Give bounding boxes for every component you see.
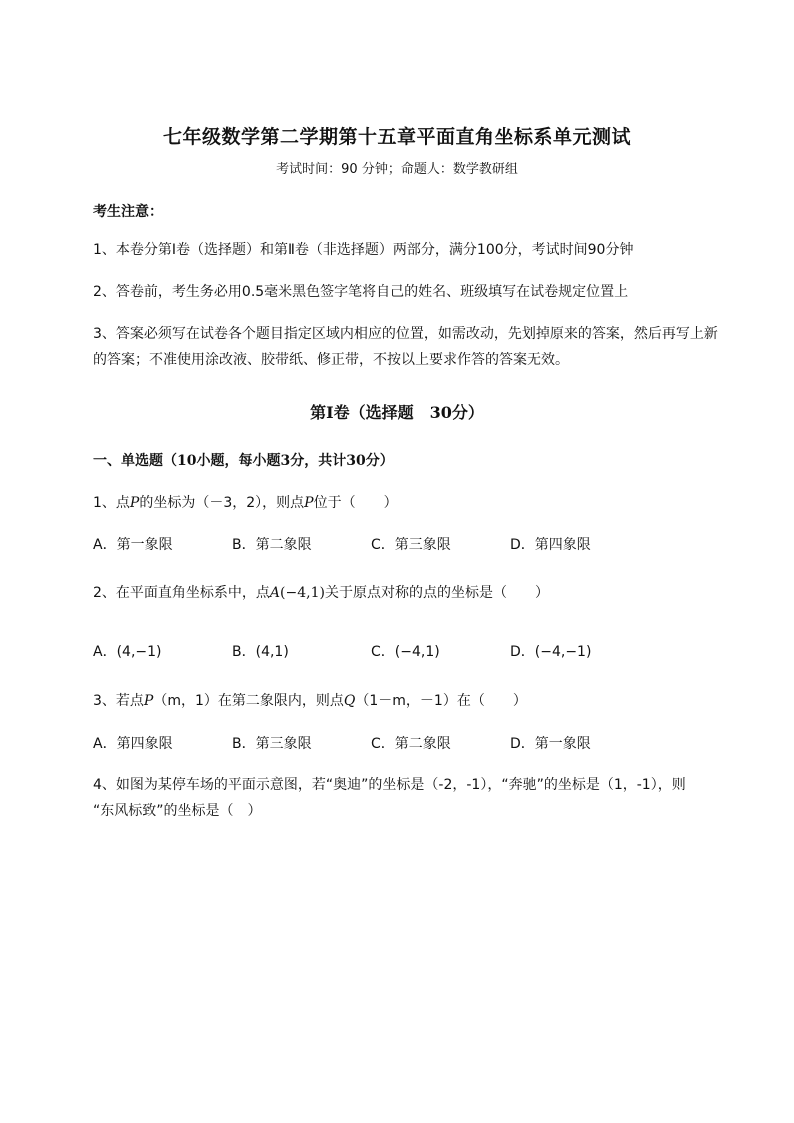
question-2-point: (−4,1): [280, 585, 325, 601]
question-4-line-1: 4、如图为某停车场的平面示意图，若“奥迪”的坐标是（-2，-1），“奔驰”的坐标是（1，-1），则: [93, 777, 686, 793]
question-2-option-d[interactable]: D．(−4,−1): [510, 644, 592, 660]
part-heading: 一、单选题（10小题，每小题3分，共计30分）: [93, 453, 394, 469]
question-1-option-b[interactable]: B．第二象限: [232, 537, 312, 553]
exam-subtitle: 考试时间：90 分钟；命题人：数学教研组: [276, 162, 518, 177]
question-1-options: [93, 534, 713, 558]
question-3-option-d[interactable]: D．第一象限: [510, 736, 591, 752]
question-3: [93, 690, 527, 710]
question-4-line-2: “东风标致”的坐标是（ ）: [93, 803, 262, 819]
question-2: [93, 582, 549, 602]
question-3-mid: （m，1）在第二象限内，则点: [153, 693, 344, 709]
question-3-options: [93, 733, 713, 757]
question-3-suffix: （1－m，－1）在（ ）: [355, 693, 527, 709]
question-1-prefix: 1、点: [93, 495, 130, 511]
question-2-options: [93, 641, 713, 665]
question-3-var-q: Q: [343, 693, 356, 709]
question-1-var-p-2: P: [304, 495, 314, 511]
exam-title: 七年级数学第二学期第十五章平面直角坐标系单元测试: [162, 126, 631, 148]
note-2: 2、答卷前，考生务必用0.5毫米黑色签字笔将自己的姓名、班级填写在试卷规定位置上: [93, 284, 629, 300]
question-3-var-p: P: [143, 693, 154, 709]
question-3-option-a[interactable]: A．第四象限: [93, 736, 173, 752]
question-1-option-a[interactable]: A．第一象限: [93, 537, 173, 553]
question-1-option-c[interactable]: C．第三象限: [371, 537, 451, 553]
note-3-line-2: 的答案；不准使用涂改液、胶带纸、修正带，不按以上要求作答的答案无效。: [93, 352, 569, 368]
question-1-option-d[interactable]: D．第四象限: [510, 537, 591, 553]
question-1-suffix: 位于（ ）: [313, 495, 398, 511]
section-title: 第Ⅰ卷（选择题 30分）: [310, 403, 484, 422]
question-1: [93, 492, 398, 512]
question-1-mid: 的坐标为（－3，2），则点: [139, 495, 305, 511]
question-3-option-b[interactable]: B．第三象限: [232, 736, 312, 752]
question-2-option-a[interactable]: A．(4,−1): [93, 644, 162, 660]
question-2-var-a: A: [269, 585, 281, 601]
question-3-option-c[interactable]: C．第二象限: [371, 736, 451, 752]
question-3-prefix: 3、若点: [93, 693, 144, 709]
question-1-var-p: P: [129, 495, 140, 511]
question-2-option-c[interactable]: C．(−4,1): [371, 644, 440, 660]
notes-heading: 考生注意：: [93, 204, 163, 220]
question-2-option-b[interactable]: B．(4,1): [232, 644, 289, 660]
note-3-line-1: 3、答案必须写在试卷各个题目指定区域内相应的位置，如需改动，先划掉原来的答案，然后再写上新: [93, 326, 718, 342]
note-1: 1、本卷分第Ⅰ卷（选择题）和第Ⅱ卷（非选择题）两部分，满分100分，考试时间90分钟: [93, 242, 634, 258]
question-2-prefix: 2、在平面直角坐标系中，点: [93, 585, 270, 601]
question-2-suffix: 关于原点对称的点的坐标是（ ）: [324, 585, 549, 601]
